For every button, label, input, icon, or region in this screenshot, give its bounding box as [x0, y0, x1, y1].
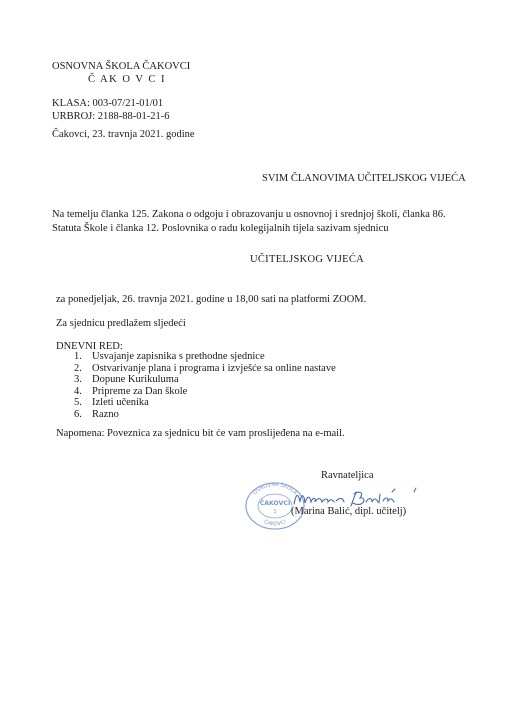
klasa-number: KLASA: 003-07/21-01/01 [52, 98, 164, 109]
school-header [52, 60, 190, 86]
agenda-heading: DNEVNI RED: [56, 341, 123, 352]
reference-numbers [52, 97, 170, 123]
place-date: Čakovci, 23. travnja 2021. godine [52, 129, 195, 140]
session-details: za ponedjeljak, 26. travnja 2021. godine u 18,00 sati na platformi ZOOM. [56, 294, 367, 305]
svg-text:OSNOVNA ŠKOLA: OSNOVNA ŠKOLA [252, 481, 299, 497]
director-role: Ravnateljica [321, 470, 374, 481]
signer-name: (Marina Balić, dipl. učitelj) [291, 506, 407, 517]
meeting-title: UČITELJSKOG VIJEĆA [250, 254, 364, 265]
agenda-item: 3. Dopune Kurikuluma [74, 374, 179, 386]
svg-text:ČAKOVCI: ČAKOVCI [259, 500, 291, 507]
note-line: Napomena: Poveznica za sjednicu bit će vam proslijeđena na e-mail. [56, 428, 345, 439]
agenda-item: 5. Izleti učenika [74, 397, 149, 409]
urbroj-number: URBROJ: 2188-88-01-21-6 [52, 111, 170, 123]
proposal-line: Za sjednicu predlažem sljedeći [56, 318, 186, 329]
intro-paragraph: Na temelju članka 125. Zakona o odgoju i obrazovanju u osnovnoj i srednjoj školi, članka 86. Statuta Škole i članka 12. Poslovnika o radu kolegijalnih tijela sazivam sjednicu [52, 209, 446, 234]
school-city: Č AK O V C I [88, 74, 167, 86]
agenda-item: 6. Razno [74, 408, 119, 420]
agenda-item: 4. Pripreme za Dan škole [74, 385, 188, 397]
svg-text:ČAKOVCI: ČAKOVCI [263, 519, 287, 528]
agenda-list [74, 351, 336, 421]
svg-text:1: 1 [273, 509, 277, 515]
school-name: OSNOVNA ŠKOLA ČAKOVCI [52, 61, 191, 72]
recipient-line: SVIM ČLANOVIMA UČITELJSKOG VIJEĆA [262, 173, 466, 184]
agenda-item: 1. Usvajanje zapisnika s prethodne sjednice [74, 351, 265, 362]
agenda-item: 2. Ostvarivanje plana i programa i izvješće sa online nastave [74, 362, 336, 374]
